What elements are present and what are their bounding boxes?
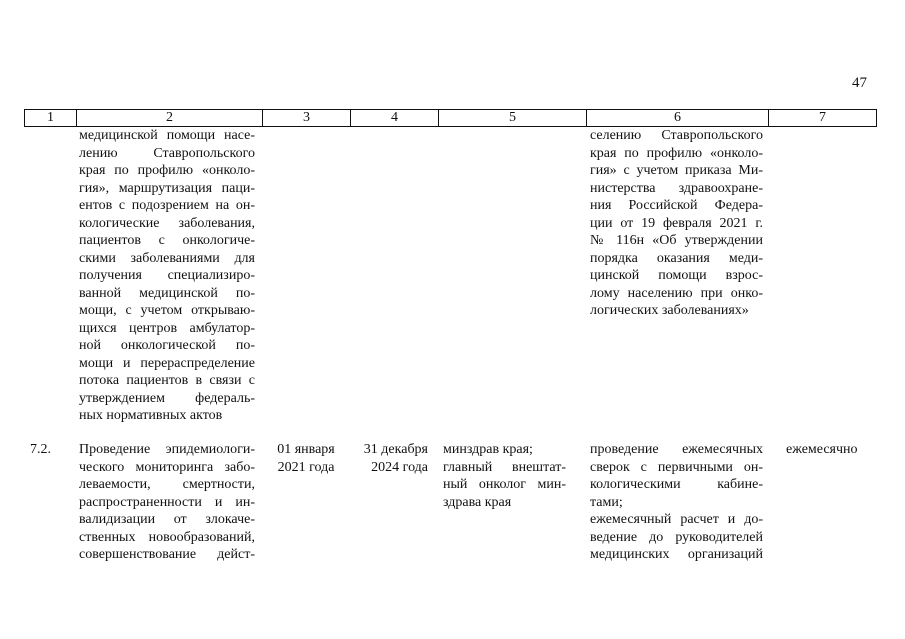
text-line: минздрав края; — [443, 442, 533, 457]
continued-col6-text — [590, 127, 763, 320]
text-line: края по профилю «онколо- — [79, 163, 255, 178]
text-line: валидизации от злокаче- — [79, 512, 255, 527]
text-line: 31 декабря — [363, 442, 428, 457]
header-col-2: 2 — [77, 110, 263, 127]
text-line: утверждением федераль- — [79, 390, 255, 406]
text-line: кологическими кабине- — [590, 477, 763, 492]
text-line: ный онколог мин- — [443, 477, 566, 492]
text-line: сверок с первичными он- — [590, 459, 763, 475]
text-line: логических заболеваниях» — [590, 303, 749, 318]
text-line: мощи и перераспределение — [79, 355, 255, 371]
text-line: края по профилю «онколо- — [590, 145, 763, 161]
text-line: совершенствование дейст- — [79, 547, 255, 562]
text-line: № 116н «Об утверждении — [590, 233, 763, 248]
row-7-2-number: 7.2. — [30, 442, 51, 457]
header-col-7: 7 — [769, 110, 877, 127]
text-line: ственных новообразований, — [79, 529, 255, 545]
text-line: мощи, с учетом открываю- — [79, 303, 255, 318]
text-line: проведение ежемесячных — [590, 442, 763, 457]
text-line: ванной медицинской по- — [79, 285, 255, 301]
text-line: 2024 года — [371, 459, 428, 475]
text-line: 01 января — [277, 442, 335, 457]
text-line: ентов с подозрением на он- — [79, 198, 255, 213]
row-7-2-description — [79, 441, 255, 564]
page-number: 47 — [852, 75, 867, 91]
text-line: леваемости, смертности, — [79, 477, 255, 492]
text-line: гия», маршрутизация паци- — [79, 180, 255, 196]
row-7-2-end-date — [345, 441, 428, 476]
text-line: кологические заболевания, — [79, 215, 255, 231]
text-line: лому населению при онко- — [590, 285, 763, 301]
text-line: лению Ставропольского — [79, 145, 255, 161]
text-line: цинской помощи взрос- — [590, 268, 763, 283]
text-line: порядка оказания меди- — [590, 250, 763, 266]
header-col-5: 5 — [439, 110, 587, 127]
text-line: ции от 19 февраля 2021 г. — [590, 215, 763, 231]
text-line: тами; — [590, 494, 623, 510]
text-line: медицинских организаций — [590, 547, 763, 562]
column-number-header — [24, 109, 877, 127]
header-col-4: 4 — [351, 110, 439, 127]
continued-col2-text — [79, 127, 255, 425]
text-line: ческого мониторинга забо- — [79, 459, 255, 475]
row-7-2-result — [590, 441, 763, 564]
text-line: ния Российской Федера- — [590, 198, 763, 213]
text-line: 2021 года — [277, 459, 335, 475]
text-line: пациентов с онкологиче- — [79, 233, 255, 248]
row-7-2-frequency: ежемесячно — [786, 442, 858, 457]
text-line: медицинской помощи насе- — [79, 128, 255, 143]
text-line: потока пациентов в связи с — [79, 373, 255, 388]
row-7-2-responsible — [443, 441, 566, 511]
text-line: получения специализиро- — [79, 268, 255, 283]
text-line: ежемесячный расчет и до- — [590, 512, 763, 527]
row-7-2-start-date — [266, 441, 346, 476]
text-line: главный внештат- — [443, 459, 566, 475]
text-line: ных нормативных актов — [79, 408, 223, 423]
text-line: щихся центров амбулатор- — [79, 320, 255, 336]
text-line: ведение до руководителей — [590, 529, 763, 545]
header-col-6: 6 — [587, 110, 769, 127]
text-line: здрава края — [443, 494, 512, 510]
text-line: ной онкологической по- — [79, 338, 255, 353]
text-line: скими заболеваниями для — [79, 250, 255, 266]
header-col-3: 3 — [263, 110, 351, 127]
header-col-1: 1 — [25, 110, 77, 127]
text-line: распространенности и ин- — [79, 494, 255, 510]
text-line: селению Ставропольского — [590, 128, 763, 143]
text-line: Проведение эпидемиологи- — [79, 442, 255, 457]
text-line: гия» с учетом приказа Ми- — [590, 163, 763, 178]
text-line: нистерства здравоохране- — [590, 180, 763, 196]
